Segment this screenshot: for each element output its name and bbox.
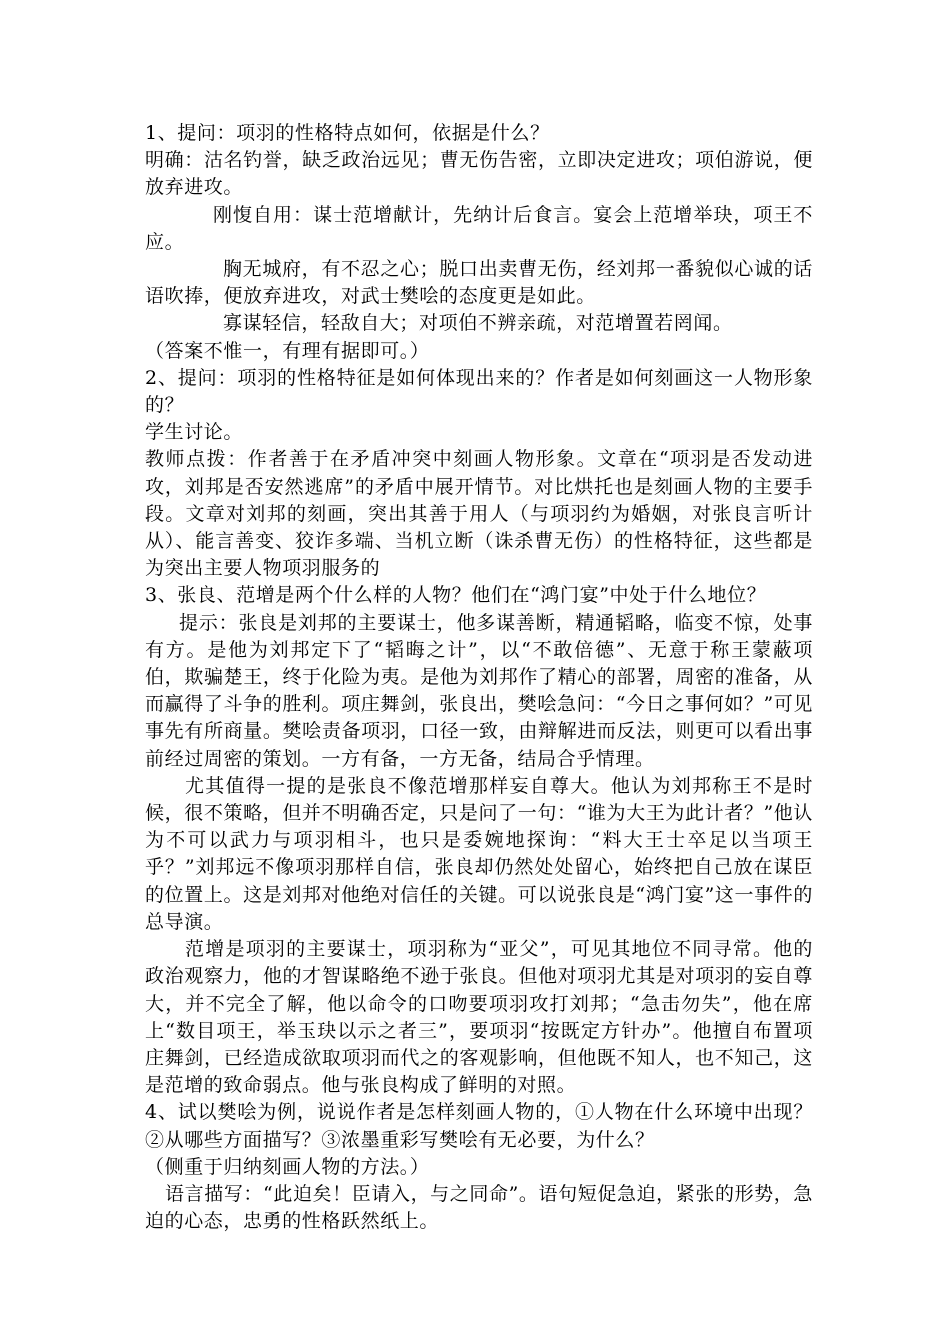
student-discussion: 学生讨论。 (145, 421, 244, 444)
question-4: 4、试以樊哙为例，说说作者是怎样刻画人物的，①人物在什么环境中出现？②从哪些方面描写？③浓墨重彩写樊哙有无必要，为什么？ (145, 1101, 813, 1151)
answer-1-trait-stubborn: 刚愎自用：谋士范增献计，先纳计后食言。宴会上范增举玦，项王不应。 (145, 203, 813, 253)
question-1: 1、提问：项羽的性格特点如何，依据是什么？ (145, 122, 550, 144)
answer-1-trait-naive: 胸无城府，有不忍之心；脱口出卖曹无伤，经刘邦一番貌似心诚的话语吹捧，便放弃进攻，对武士樊哙的态度更是如此。 (145, 258, 813, 308)
answer-1-trait-credulous: 寡谋轻信，轻敌自大；对项伯不辨亲疏，对范增置若罔闻。 (223, 312, 733, 335)
question-4-note: （侧重于归纳刻画人物的方法。） (145, 1155, 430, 1178)
answer-1-clarification: 明确：沽名钓誉，缺乏政治远见；曹无伤告密，立即决定进攻；项伯游说，便放弃进攻。 (145, 149, 813, 199)
fan-zeng-analysis: 范增是项羽的主要谋士，项羽称为“亚父”，可见其地位不同寻常。他的政治观察力，他的才智谋略绝不逊于张良。但他对项羽尤其是对项羽的妄自尊大，并不完全了解，他以命令的口吻要项羽攻打刘邦；“急击勿失”，他在席上“数目项王，举玉玦以示之者三”，要项羽“按既定方针办”。他擅自布置项庄舞剑，已经造成欲取项羽而代之的客观影响，但他既不知人，也不知己，这是范增的致命弱点。他与张良构成了鲜明的对照。 (145, 938, 813, 1097)
question-3: 3、张良、范增是两个什么样的人物？他们在“鸿门宴”中处于什么地位？ (145, 584, 767, 607)
question-2: 2、提问：项羽的性格特征是如何体现出来的？作者是如何刻画这一人物形象的？ (145, 366, 813, 417)
teacher-guidance: 教师点拨：作者善于在矛盾冲突中刻画人物形象。文章在“项羽是否发动进攻，刘邦是否安然逃席”的矛盾中展开情节。对比烘托也是刻画人物的主要手段。文章对刘邦的刻画，突出其善于用人（与项羽约为婚姻，对张良言听计从）、能言善变、狡诈多端、当机立断（诛杀曹无伤）的性格特征，这些都是为突出主要人物项羽服务的 (145, 448, 813, 580)
zhang-liang-humility: 尤其值得一提的是张良不像范增那样妄自尊大。他认为刘邦称王不是时候，很不策略，但并不明确否定，只是问了一句：“谁为大王为此计者？”他认为不可以武力与项羽相斗，也只是委婉地探询：“料大王士卒足以当项王乎？”刘邦远不像项羽那样自信，张良却仍然处处留心，始终把自己放在谋臣的位置上。这是刘邦对他绝对信任的关键。可以说张良是“鸿门宴”这一事件的总导演。 (145, 774, 813, 933)
document-body (145, 120, 813, 1235)
language-description: 语言描写：“此迫矣！臣请入，与之同命”。语句短促急迫，紧张的形势，急迫的心态，忠勇的性格跃然纸上。 (145, 1182, 813, 1233)
hint-zhang-liang: 提示：张良是刘邦的主要谋士，他多谋善断，精通韬略，临变不惊，处事有方。是他为刘邦定下了“韬晦之计”，以“不敢倍德”、无意于称王蒙蔽项伯，欺骗楚王，终于化险为夷。是他为刘邦作了精心的部署，周密的准备，从而赢得了斗争的胜利。项庄舞剑，张良出，樊哙急问：“今日之事何如？”可见事先有所商量。樊哙责备项羽，口径一致，由辩解进而反法，则更可以看出事前经过周密的策划。一方有备，一方无备，结局合乎情理。 (145, 611, 813, 770)
answer-1-note: （答案不惟一，有理有据即可。） (145, 339, 430, 362)
